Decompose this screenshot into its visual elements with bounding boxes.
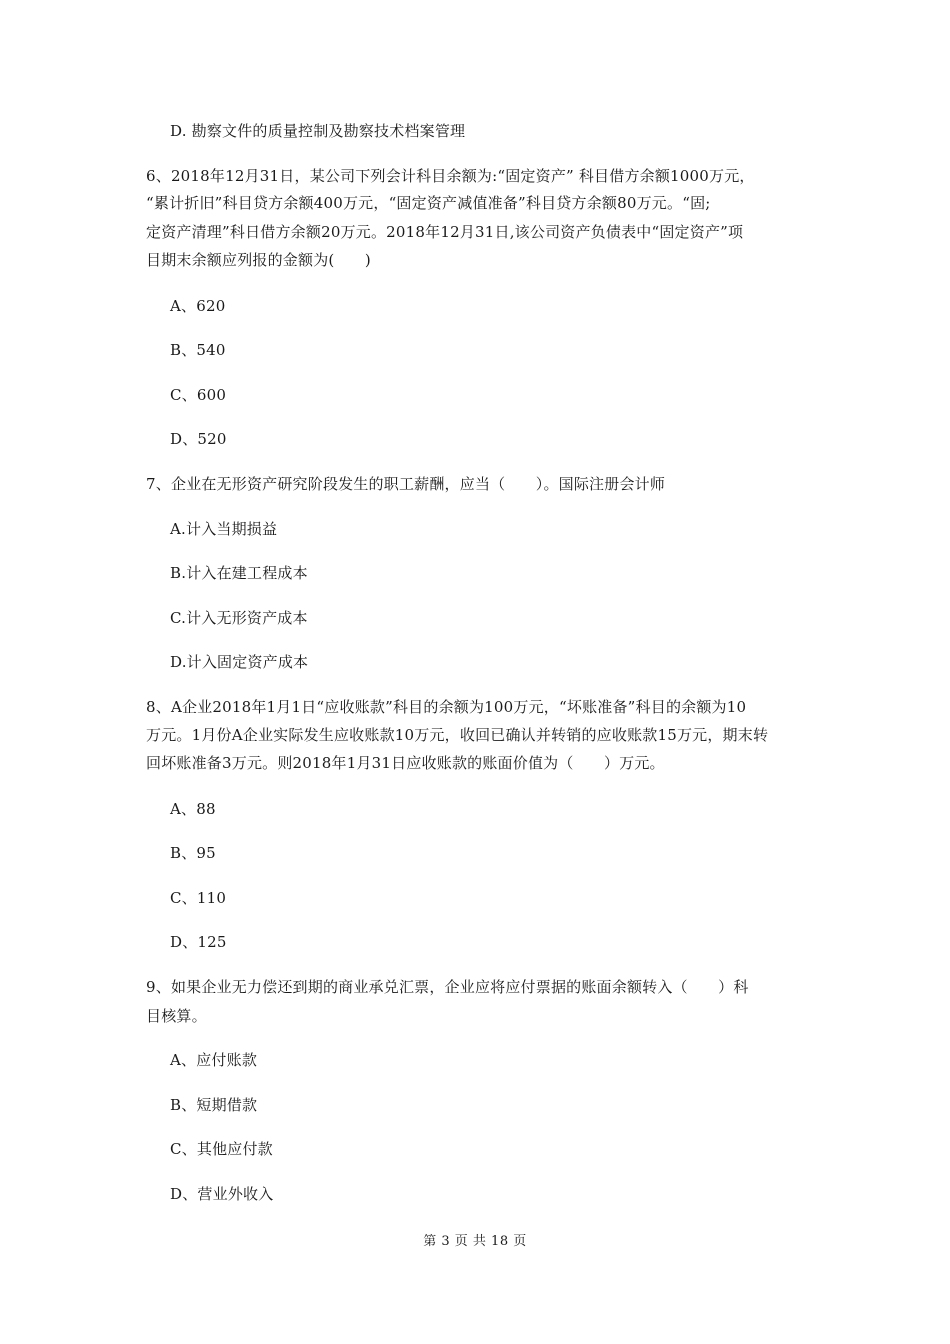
option-d: D.计入固定资产成本 bbox=[170, 653, 309, 671]
option-b: B、540 bbox=[170, 341, 226, 359]
question-text-line: 回坏账准备3万元。则2018年1月31日应收账款的账面价值为（ ）万元。 bbox=[146, 754, 665, 772]
question-text-line: 目核算。 bbox=[146, 1007, 207, 1025]
question-text-line: 定资产清理”科日借方余额20万元。2018年12月31日,该公司资产负债表中“固定资产”项 bbox=[146, 223, 744, 241]
option-c: C.计入无形资产成本 bbox=[170, 609, 308, 627]
prev-question-option-d: D. 勘察文件的质量控制及勘察技术档案管理 bbox=[170, 122, 466, 140]
option-d: D、125 bbox=[170, 933, 227, 951]
option-b: B.计入在建工程成本 bbox=[170, 564, 308, 582]
question-text-line: 万元。1月份A企业实际发生应收账款10万元，收回已确认并转销的应收账款15万元，期末转 bbox=[146, 726, 769, 744]
option-a: A、应付账款 bbox=[170, 1051, 258, 1069]
question-text-line: 6、2018年12月31日，某公司下列会计科目余额为:“固定资产” 科目借方余额1000万元， bbox=[146, 167, 755, 185]
question-text-line: 8、A企业2018年1月1日“应收账款”科目的余额为100万元，“坏账准备”科目的余额为10 bbox=[146, 698, 747, 716]
option-a: A.计入当期损益 bbox=[170, 520, 278, 538]
option-b: B、95 bbox=[170, 844, 216, 862]
option-d: D、营业外收入 bbox=[170, 1185, 274, 1203]
page-footer: 第 3 页 共 18 页 bbox=[423, 1234, 527, 1249]
question-text-line: 目期末余额应列报的金额为( ) bbox=[146, 251, 371, 269]
option-d: D、520 bbox=[170, 430, 227, 448]
option-c: C、其他应付款 bbox=[170, 1140, 273, 1158]
option-c: C、600 bbox=[170, 386, 227, 404]
question-text-line: 9、如果企业无力偿还到期的商业承兑汇票，企业应将应付票据的账面余额转入（ ）科 bbox=[146, 978, 749, 996]
option-c: C、110 bbox=[170, 889, 227, 907]
option-a: A、88 bbox=[170, 800, 216, 818]
option-a: A、620 bbox=[170, 297, 226, 315]
question-text-line: “累计折旧”科目贷方余额400万元，“固定资产减值准备”科目贷方余额80万元。“固; bbox=[146, 194, 711, 212]
question-text-line: 7、企业在无形资产研究阶段发生的职工薪酬，应当（ ）。国际注册会计师 bbox=[146, 475, 666, 493]
option-b: B、短期借款 bbox=[170, 1096, 258, 1114]
